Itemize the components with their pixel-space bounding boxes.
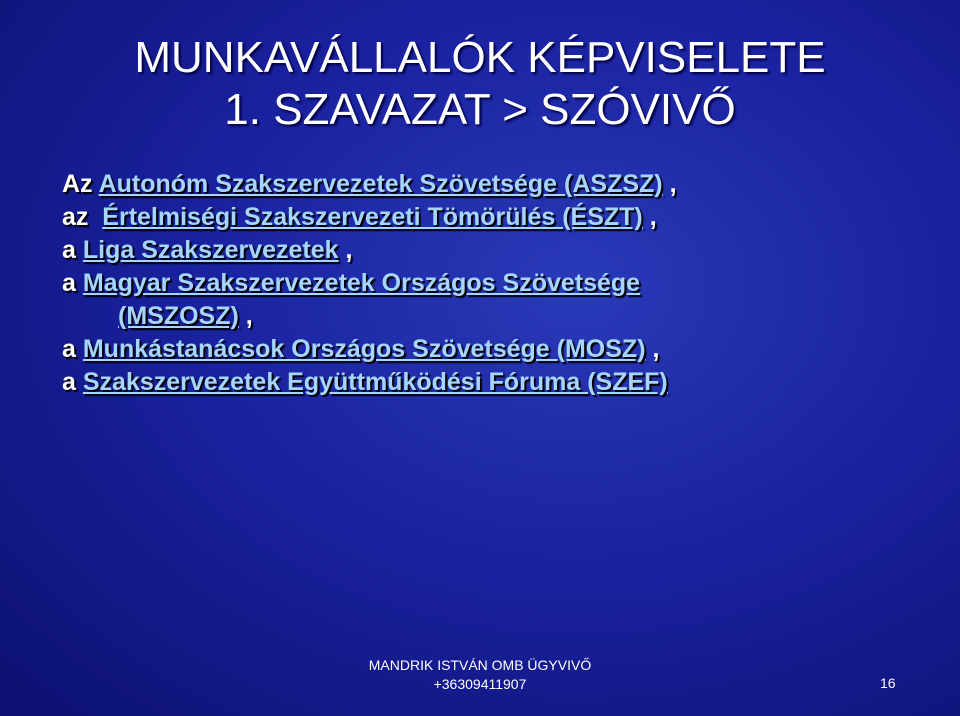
list-item	[62, 234, 942, 267]
item-suffix: ,	[338, 236, 353, 264]
list-item	[62, 366, 942, 399]
item-prefix: a	[62, 335, 83, 363]
link-liga[interactable]: Liga Szakszervezetek	[82, 236, 339, 264]
list-item	[62, 168, 942, 201]
item-prefix: Az	[62, 170, 99, 198]
item-prefix: a	[62, 368, 83, 396]
page-number: 16	[880, 675, 896, 691]
link-aszsz[interactable]: Autonóm Szakszervezetek Szövetsége (ASZSZ)	[98, 170, 663, 198]
footer-name: MANDRIK ISTVÁN OMB ÜGYVIVŐ	[368, 657, 592, 673]
title-line-1: MUNKAVÁLLALÓK KÉPVISELETE	[134, 33, 826, 82]
footer	[0, 656, 960, 694]
link-szef[interactable]: Szakszervezetek Együttműködési Fóruma (SZEF)	[82, 368, 668, 396]
slide-title	[0, 32, 960, 136]
list-item-continuation	[62, 300, 942, 333]
item-prefix: a	[62, 269, 83, 297]
link-mosz[interactable]: Munkástanácsok Országos Szövetsége (MOSZ)	[82, 335, 646, 363]
item-suffix: ,	[238, 302, 253, 330]
item-prefix: az	[62, 203, 103, 231]
link-mszosz[interactable]: Magyar Szakszervezetek Országos Szövetsége	[82, 269, 641, 297]
link-eszt[interactable]: Értelmiségi Szakszervezeti Tömörülés (ÉSZT)	[102, 203, 643, 231]
organization-list	[62, 168, 942, 399]
list-item	[62, 333, 942, 366]
title-line-2: 1. SZAVAZAT > SZÓVIVŐ	[224, 85, 736, 134]
list-item	[62, 267, 942, 300]
item-suffix: ,	[645, 335, 660, 363]
link-mszosz-abbrev[interactable]: (MSZOSZ)	[118, 302, 239, 330]
item-suffix: ,	[662, 170, 677, 198]
item-prefix: a	[62, 236, 83, 264]
list-item	[62, 201, 942, 234]
footer-phone: +36309411907	[433, 676, 527, 692]
item-suffix: ,	[642, 203, 657, 231]
